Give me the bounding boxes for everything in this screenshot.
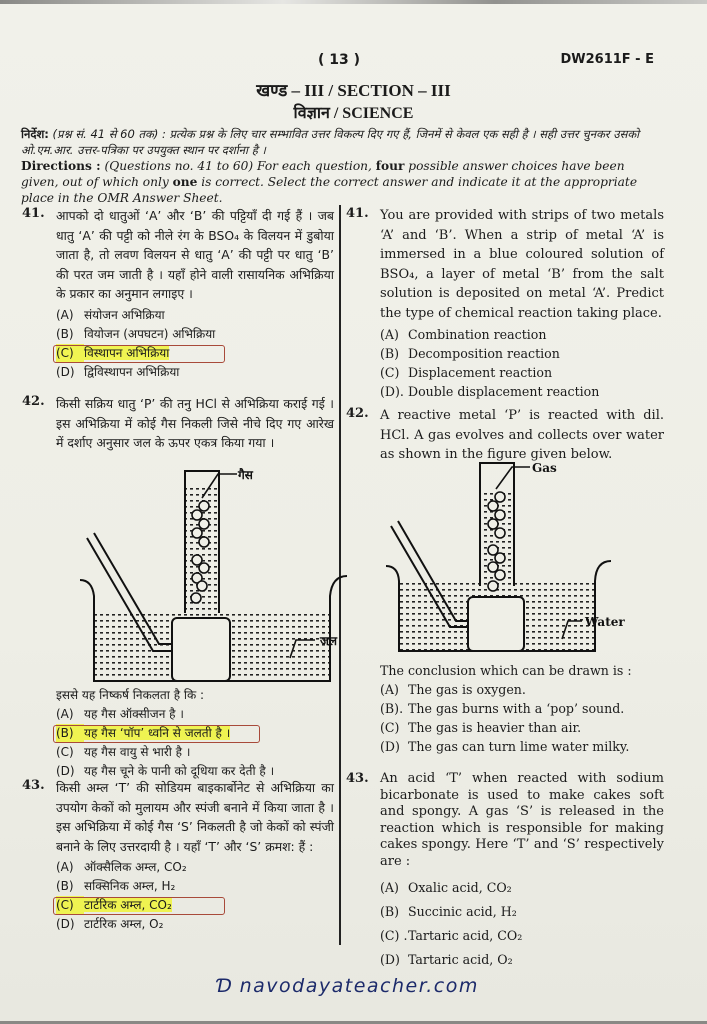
gas-collection-diagram-hindi xyxy=(52,468,352,683)
option-text: The gas burns with a ‘pop’ sound. xyxy=(408,701,625,716)
figure-label-gas: गैस xyxy=(238,468,253,482)
option-label: (A) xyxy=(380,327,399,342)
option-label: (D) xyxy=(380,739,400,754)
option-b[interactable] xyxy=(380,699,664,718)
option-text: Combination reaction xyxy=(408,327,547,342)
option-text: ऑक्सैलिक अम्ल, CO₂ xyxy=(84,860,187,874)
option-text: Tartaric acid, O₂ xyxy=(408,952,513,967)
figure-label-water: Water xyxy=(585,615,625,629)
booklet-code: DW2611F - E xyxy=(560,52,654,67)
option-text: The gas is oxygen. xyxy=(408,682,526,697)
option-d[interactable] xyxy=(380,737,664,756)
question-stem: The conclusion which can be drawn is : xyxy=(380,663,632,678)
option-text: The gas can turn lime water milky. xyxy=(408,739,630,754)
option-c[interactable] xyxy=(380,363,664,382)
option-text: सक्सिनिक अम्ल, H₂ xyxy=(84,879,176,893)
question-42-hindi-options xyxy=(22,686,334,781)
option-text: Succinic acid, H₂ xyxy=(408,904,517,919)
question-number: 41. xyxy=(346,206,369,221)
option-b[interactable] xyxy=(56,325,334,344)
directions-english-text: (Questions no. 41 to 60) For each question, xyxy=(104,159,376,173)
option-d[interactable] xyxy=(380,948,664,972)
option-label: (A) xyxy=(380,880,399,895)
option-label: (A) xyxy=(56,860,74,874)
question-text: You are provided with strips of two metals ‘A’ and ‘B’. When a strip of metal ‘A’ is immersed in a blue coloured solution of BSO₄, a layer of metal ‘B’ from the salt solution is deposited on metal ‘A’. Predict the type of chemical reaction taking place. xyxy=(380,208,664,321)
question-text: किसी सक्रिय धातु ‘P’ की तनु HCl से अभिक्रिया कराई गई । इस अभिक्रिया में कोई गैस निकली जिसे नीचे दिए गए आरेख में दर्शाए अनुसार जल के ऊपर एकत्र किया गया । xyxy=(56,396,334,450)
question-number: 41. xyxy=(22,206,45,221)
option-b-highlighted[interactable] xyxy=(56,724,334,743)
option-text: विस्थापन अभिक्रिया xyxy=(84,345,170,360)
question-42-english xyxy=(346,406,664,465)
question-text: आपको दो धातुओं ‘A’ और ‘B’ की पट्टियाँ दी गई हैं । जब धातु ‘A’ की पट्टी को नीले रंग के BSO₄ के विलयन में डुबोया जाता है, तो लवण विलयन से धातु ‘A’ की पट्टी पर धातु ‘B’ की परत जम जाती है । यहाँ होने वाली रासायनिक अभिक्रिया के प्रकार का अनुमान लगाइए । xyxy=(56,208,334,301)
question-42-english-options xyxy=(346,661,664,756)
option-b[interactable] xyxy=(380,344,664,363)
question-number: 42. xyxy=(22,394,45,409)
scan-edge-top xyxy=(0,0,707,4)
question-43-english xyxy=(346,771,664,972)
directions-english-label: Directions : xyxy=(21,159,101,173)
option-label: (A) xyxy=(56,307,74,322)
option-text: Displacement reaction xyxy=(408,365,553,380)
option-text: Oxalic acid, CO₂ xyxy=(408,880,512,895)
option-text: Decomposition reaction xyxy=(408,346,560,361)
option-label: (D) xyxy=(56,364,75,379)
question-41-hindi xyxy=(22,206,334,382)
section-title: खण्ड – III / SECTION – III xyxy=(256,81,451,100)
directions-hindi-label: निर्देश: xyxy=(21,127,49,141)
option-text: यह गैस ‘पॉप’ ध्वनि से जलती है । xyxy=(84,726,231,740)
option-label: (C) xyxy=(56,896,84,915)
options-list xyxy=(380,876,664,972)
directions-english-text: is correct. Select the correct answer and indicate it at the appropriate place in the OMR Answer Sheet. xyxy=(21,175,638,205)
subject-title: विज्ञान / SCIENCE xyxy=(293,105,414,122)
question-number: 43. xyxy=(22,778,45,793)
question-43-hindi xyxy=(22,778,334,934)
option-text: द्विविस्थापन अभिक्रिया xyxy=(84,364,180,379)
option-text: संयोजन अभिक्रिया xyxy=(84,307,165,322)
question-text: किसी अम्ल ‘T’ की सोडियम बाइकार्बोनेट से अभिक्रिया का उपयोग केकों को मुलायम और स्पंजी बनाने में किया जाता है । इस अभिक्रिया में कोई गैस ‘S’ निकलती है जो केकों को स्पंजी बनाने के लिए उत्तरदायी है । यहाँ ‘T’ और ‘S’ क्रमश: हैं : xyxy=(56,780,334,854)
option-text: टार्टरिक अम्ल, CO₂ xyxy=(84,898,172,912)
option-label: (D) xyxy=(56,917,75,931)
directions-block xyxy=(21,126,661,206)
option-text: Double displacement reaction xyxy=(408,384,600,399)
option-d[interactable] xyxy=(56,915,334,934)
question-number: 42. xyxy=(346,406,369,421)
options-list xyxy=(380,325,664,401)
option-c[interactable] xyxy=(380,924,664,948)
option-a[interactable] xyxy=(380,325,664,344)
option-text: टार्टरिक अम्ल, O₂ xyxy=(84,917,164,931)
option-label: (B) xyxy=(380,904,400,919)
option-label: (B) xyxy=(56,326,74,341)
option-d[interactable] xyxy=(56,363,334,382)
option-b[interactable] xyxy=(380,900,664,924)
question-42-hindi xyxy=(22,394,334,453)
option-d[interactable] xyxy=(380,382,664,401)
figure-label-water: जल xyxy=(320,634,338,648)
option-label: (C) xyxy=(380,720,400,735)
option-a[interactable] xyxy=(56,306,334,325)
option-label: (B) xyxy=(56,724,84,743)
directions-english xyxy=(21,158,661,206)
options-list xyxy=(380,680,664,756)
option-a[interactable] xyxy=(380,680,664,699)
question-text: An acid ‘T’ when reacted with sodium bicarbonate is used to make cakes soft and spongy. A gas ‘S’ is released in the reaction which is responsible for making cakes spongy. Here ‘T’ and ‘S’ respectively are : xyxy=(380,771,664,869)
option-text: वियोजन (अपघटन) अभिक्रिया xyxy=(84,326,216,341)
option-label: (A) xyxy=(56,707,74,721)
options-list xyxy=(56,306,334,382)
option-b[interactable] xyxy=(56,877,334,896)
option-label: (C) xyxy=(56,745,74,759)
option-a[interactable] xyxy=(56,858,334,877)
directions-english-text: possible answer choices have been given, out of which only xyxy=(21,159,625,189)
option-a[interactable] xyxy=(56,705,334,724)
question-number: 43. xyxy=(346,771,369,786)
option-label: (C) xyxy=(56,344,84,363)
option-label: (D) xyxy=(56,764,75,778)
figure-label-gas: Gas xyxy=(532,461,557,475)
option-label: (A) xyxy=(380,682,399,697)
question-41-english xyxy=(346,206,664,401)
question-text: A reactive metal ‘P’ is reacted with dil. HCl. A gas evolves and collects over water as shown in the figure given below. xyxy=(380,408,664,462)
option-c[interactable] xyxy=(380,718,664,737)
gas-collection-diagram-english xyxy=(376,461,696,671)
option-text: The gas is heavier than air. xyxy=(408,720,582,735)
directions-hindi xyxy=(21,126,661,158)
option-label: (D). xyxy=(380,384,404,399)
option-label: (B). xyxy=(380,701,404,716)
page-number: ( 13 ) xyxy=(318,52,361,68)
option-c[interactable] xyxy=(56,743,334,762)
handwritten-watermark: Ɗ navodayateacher.com xyxy=(215,975,479,997)
option-text: यह गैस चूने के पानी को दूधिया कर देती है । xyxy=(84,764,275,778)
option-label: (B) xyxy=(380,346,400,361)
option-a[interactable] xyxy=(380,876,664,900)
directions-bold-one: one xyxy=(172,175,198,189)
option-text: यह गैस वायु से भारी है । xyxy=(84,745,191,759)
question-stem: इससे यह निष्कर्ष निकलता है कि : xyxy=(56,688,205,702)
directions-hindi-text: (प्रश्न सं. 41 से 60 तक) : प्रत्येक प्रश्न के लिए चार सम्भावित उत्तर विकल्प दिए गए हैं, जिनमें से केवल एक सही है । सही उत्तर चुनकर उसको ओ.एम.आर. उत्तर-पत्रिका पर उपयुक्त स्थान पर दर्शाना है । xyxy=(21,127,640,157)
option-label: (D) xyxy=(380,952,400,967)
options-list xyxy=(56,705,334,781)
option-text: Tartaric acid, CO₂ xyxy=(408,928,523,943)
option-c-highlighted[interactable] xyxy=(56,896,334,915)
option-c-highlighted[interactable] xyxy=(56,344,334,363)
options-list xyxy=(56,858,334,934)
page-header xyxy=(0,52,707,72)
option-label: (B) xyxy=(56,879,74,893)
option-text: यह गैस ऑक्सीजन है । xyxy=(84,707,184,721)
option-label: (C) . xyxy=(380,928,408,943)
option-label: (C) xyxy=(380,365,400,380)
directions-bold-four: four xyxy=(375,159,405,173)
